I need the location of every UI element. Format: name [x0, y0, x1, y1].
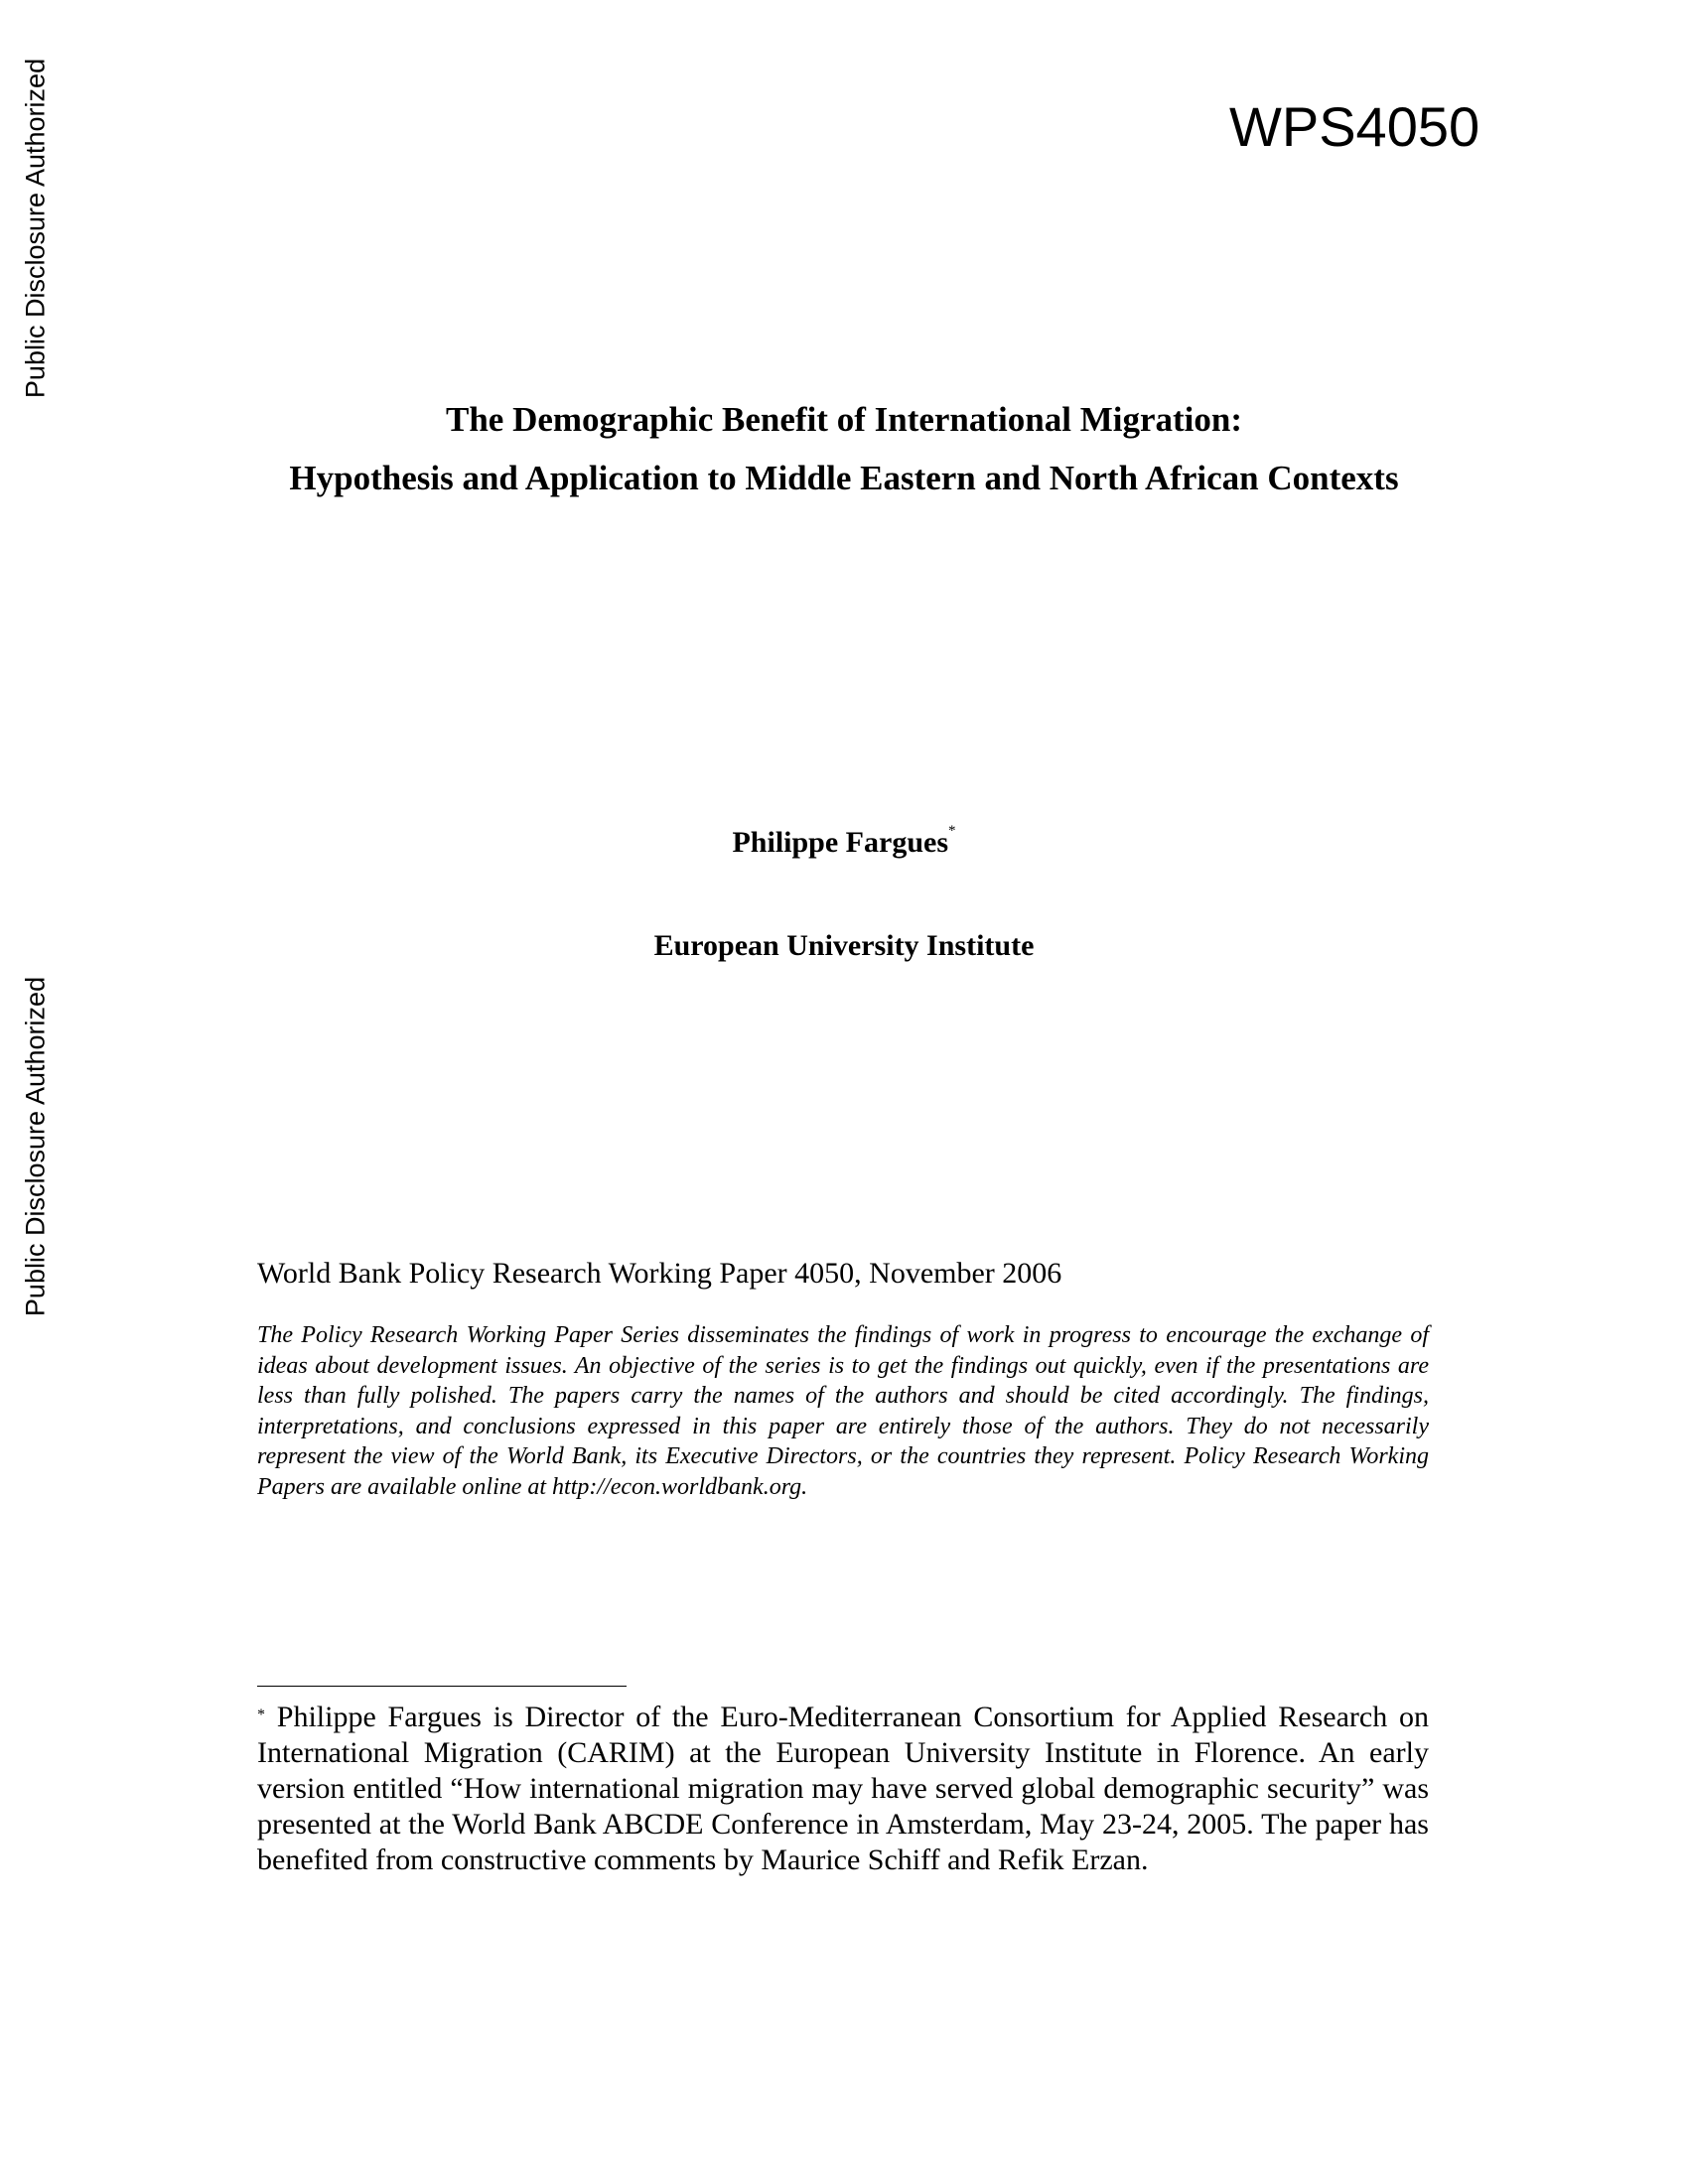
report-number: WPS4050: [1229, 95, 1480, 158]
author: [0, 823, 1688, 859]
author-affiliation: European University Institute: [653, 929, 1035, 962]
author-name: Philippe Fargues: [732, 826, 948, 859]
paper-title-line-2: Hypothesis and Application to Middle Eastern and North African Contexts: [289, 459, 1399, 497]
author-footnote: [257, 1700, 1429, 1878]
series-citation: World Bank Policy Research Working Paper 4050, November 2006: [257, 1257, 1062, 1290]
footnote-text: Philippe Fargues is Director of the Euro-Mediterranean Consortium for Applied Research on International Migration (CARIM) at the European University Institute in Florence. An early version entitled “How international migration may have served global demographic security” was presented at the World Bank ABCDE Conference in Amsterdam, May 23-24, 2005. The paper has benefited from constructive comments by Maurice Schiff and Refik Erzan.: [257, 1701, 1429, 1876]
series-disclaimer: The Policy Research Working Paper Series disseminates the findings of work in progress to encourage the exchange of ideas about development issues. An objective of the series is to get the findings out quickly, even if the presentations are less than fully polished. The papers carry the names of the authors and should be cited accordingly. The findings, interpretations, and conclusions expressed in this paper are entirely those of the authors. They do not necessarily represent the view of the World Bank, its Executive Directors, or the countries they represent. Policy Research Working Papers are available online at http://econ.worldbank.org.: [257, 1322, 1429, 1500]
footnote-marker: *: [257, 1706, 265, 1723]
author-footnote-marker: *: [948, 823, 956, 839]
footnote-divider: [257, 1686, 627, 1687]
public-disclosure-label-top: Public Disclosure Authorized: [20, 58, 51, 399]
paper-title-line-1: The Demographic Benefit of International Migration:: [446, 400, 1242, 439]
public-disclosure-label-middle: Public Disclosure Authorized: [20, 976, 51, 1317]
